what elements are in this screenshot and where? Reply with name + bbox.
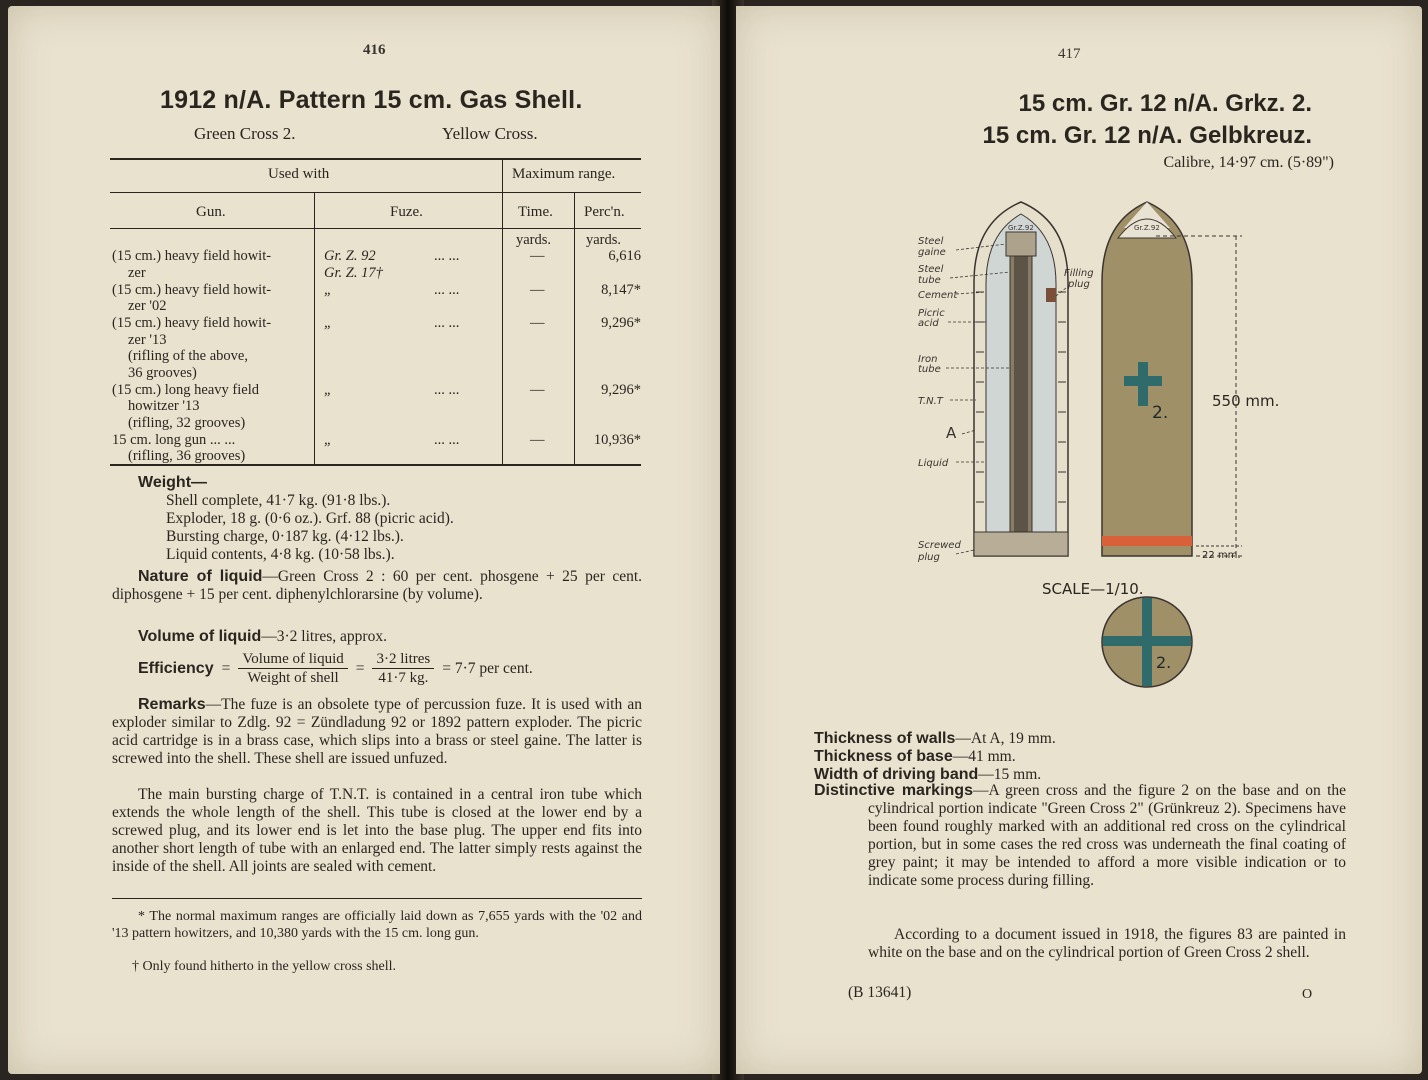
thickness-base-heading: Thickness of base: [814, 748, 953, 765]
fuze-line: „: [324, 315, 333, 331]
leader-dots: ... ...: [434, 315, 460, 331]
unit-percn: yards.: [586, 232, 622, 248]
leader-dots: ... ...: [434, 381, 460, 398]
distinctive-markings-heading: Distinctive markings: [814, 782, 973, 799]
shell-diagram: [906, 192, 1286, 692]
fuze-line: „: [324, 381, 333, 398]
gun-line: (15 cm.) long heavy field: [112, 381, 259, 398]
footnote-dagger: † Only found hitherto in the yellow cross shell.: [132, 959, 397, 974]
cell-time: —: [530, 281, 545, 298]
fuze-line: „: [324, 431, 333, 448]
gun-line: (15 cm.) heavy field howit-: [112, 281, 272, 298]
cell-percn: 9,296*: [601, 381, 641, 398]
subtitle-green-cross: Green Cross 2.: [194, 124, 296, 143]
fraction-values: [372, 650, 434, 687]
fraction-volume-weight: [238, 650, 347, 687]
subtitle-yellow-cross: Yellow Cross.: [442, 124, 538, 143]
cell-gun: [112, 315, 312, 381]
nature-text: —Green Cross 2 : 60 per cent. phosgene + 25 per cent. diphosgene + 15 per cent. diphenylchlorarsine (by volume).: [112, 568, 643, 603]
remarks-paragraph-2: The main bursting charge of T.N.T. is contained in a central iron tube which extends the whole length of the shell. This tube is closed at the lower end by a screwed plug, and its lower end is let into the base plug. The upper end fits into another short length of tube with an enlarged end. The latter simply rests against the inside of the shell. All joints are sealed with cement.: [112, 786, 642, 875]
nature-paragraph: [112, 568, 642, 604]
exterior-shell: [1102, 202, 1192, 556]
green-cross-horizontal: [1124, 376, 1162, 386]
efficiency-heading: Efficiency: [138, 659, 214, 677]
cell-time: —: [530, 381, 545, 398]
volume-heading: Volume of liquid: [138, 628, 262, 645]
cell-time: —: [530, 315, 545, 331]
weight-item: Bursting charge, 0·187 kg. (4·12 lbs.).: [166, 528, 404, 545]
nature-heading: Nature of liquid: [138, 568, 263, 585]
fuze-mark-right: Gr.Z.92: [1134, 224, 1160, 232]
label-filling-plug: plug: [1068, 279, 1090, 290]
tnt-charge: [1014, 252, 1028, 552]
leader-dots: ... ...: [434, 281, 460, 298]
table-subheader-rule: [110, 228, 641, 229]
fuze-line: Gr. Z. 17†: [324, 264, 383, 281]
cell-gun: [112, 282, 312, 315]
th-gun: Gun.: [196, 204, 226, 220]
cell-fuze: [324, 282, 332, 299]
leader-dots: ... ...: [434, 248, 460, 264]
volume-paragraph: [138, 628, 387, 646]
distinctive-markings-text: —A green cross and the figure 2 on the base and on the cylindrical portion indicate "Green Cross 2" (Grünkreuz 2). Specimens have been found roughly marked with an additional red cross on the cylindrical portion, but in some cases the red cross was underneath the final coating of grey paint; it may be intended to afford a more visible indication or to indicate some process during filling.: [868, 782, 1347, 889]
sectional-drawing: [974, 202, 1068, 556]
cell-percn: 8,147*: [601, 281, 641, 298]
weight-item: Shell complete, 41·7 kg. (91·8 lbs.).: [166, 492, 391, 509]
driving-band: [1102, 536, 1192, 546]
cell-fuze: [324, 382, 332, 399]
gun-line: (15 cm.) heavy field howit-: [112, 248, 272, 264]
band-width-text: —15 mm.: [978, 766, 1042, 783]
fraction-numerator: Volume of liquid: [238, 650, 347, 669]
gun-line: (rifling of the above,: [128, 348, 248, 364]
gun-line: zer '13: [128, 331, 167, 348]
fuze-line: Gr. Z. 92: [324, 248, 376, 264]
label-tnt: T.N.T: [918, 396, 943, 407]
base-view: [1102, 597, 1192, 687]
band-label: 22 mm.: [1202, 550, 1241, 561]
gun-line: 15 cm. long gun ... ...: [112, 431, 236, 448]
label-iron-tube: Iron: [918, 354, 938, 365]
table-top-rule: [110, 158, 641, 160]
label-cement: Cement: [918, 290, 958, 301]
fuze-mark: Gr.Z.92: [1008, 224, 1034, 232]
figure-2: 2.: [1152, 403, 1169, 423]
fraction-denominator: 41·7 kg.: [378, 670, 429, 686]
table-header-rule: [110, 192, 641, 193]
base-figure-2: 2.: [1156, 653, 1172, 672]
label-steel-tube: tube: [918, 275, 941, 286]
signature-mark: O: [1302, 987, 1313, 1002]
cell-time: —: [530, 431, 545, 448]
label-picric-acid: acid: [918, 318, 939, 329]
gun-line: (15 cm.) heavy field howit-: [112, 315, 272, 331]
gun-line: (rifling, 36 grooves): [128, 448, 246, 464]
label-screwed-plug: Screwed: [918, 540, 961, 551]
thickness-walls: [814, 730, 1056, 748]
label-picric-acid: Picric: [918, 308, 945, 319]
gun-line: zer: [128, 264, 146, 281]
base-cross-horizontal: [1103, 636, 1191, 646]
volume-text: —3·2 litres, approx.: [261, 628, 387, 645]
cell-percn: 10,936*: [593, 431, 641, 448]
fuze-line: „: [324, 281, 333, 298]
distinctive-markings: [814, 782, 1346, 890]
page-title-line-2: 15 cm. Gr. 12 n/A. Gelbkreuz.: [982, 122, 1312, 149]
cell-gun: [112, 382, 312, 432]
th-fuze: Fuze.: [390, 204, 423, 220]
gun-line: howitzer '13: [128, 398, 200, 414]
footnote-asterisk: * The normal maximum ranges are officially laid down as 7,655 yards with the '02 and '13 pattern howitzers, and 10,380 yards with the 15 cm. long gun.: [112, 909, 642, 941]
label-liquid: Liquid: [918, 458, 949, 469]
weight-heading: Weight—: [138, 474, 208, 491]
printer-signature: (B 13641): [848, 984, 912, 1001]
page-number: 417: [1058, 46, 1081, 62]
steel-gaine: [1006, 232, 1036, 256]
cell-time: —: [530, 248, 545, 264]
th-used-with: Used with: [268, 166, 330, 182]
gun-line: zer '02: [128, 298, 167, 314]
label-steel-tube: Steel: [918, 264, 944, 275]
remarks-text: —The fuze is an obsolete type of percussion fuze. It is used with an exploder similar to Zdlg. 92 = Zündladung 92 or 1892 pattern exploder. The picric acid cartridge is in a brass case, which slips into a brass or steel gaine. The latter is screwed into the shell. These shell are issued unfuzed.: [112, 696, 642, 767]
efficiency-result: = 7·7 per cent.: [442, 659, 533, 677]
equals-sign: =: [221, 659, 231, 677]
remarks-heading: Remarks: [138, 696, 206, 713]
calibre: Calibre, 14·97 cm. (5·89"): [1163, 154, 1334, 171]
cell-fuze: [324, 248, 383, 281]
markings-paragraph-2: According to a document issued in 1918, the figures 83 are painted in white on the base and on the cylindrical portion of Green Cross 2 shell.: [868, 926, 1346, 961]
label-steel-gaine: Steel: [918, 236, 944, 247]
cell-fuze: [324, 315, 332, 332]
thickness-base-text: —41 mm.: [952, 748, 1016, 765]
page-title-line-1: 15 cm. Gr. 12 n/A. Grkz. 2.: [1018, 90, 1312, 117]
cell-gun: [112, 432, 312, 465]
th-time: Time.: [518, 204, 553, 220]
label-iron-tube: tube: [918, 364, 941, 375]
remarks-paragraph: [112, 696, 642, 768]
gun-line: 36 grooves): [128, 364, 197, 381]
scale-label: SCALE—1/10.: [1042, 580, 1144, 598]
gun-line: (rifling, 32 grooves): [128, 414, 246, 431]
page-title: 1912 n/A. Pattern 15 cm. Gas Shell.: [160, 86, 583, 114]
cell-fuze: [324, 432, 332, 449]
cell-percn: 9,296*: [601, 315, 641, 331]
label-a: A: [946, 424, 957, 442]
label-steel-gaine: gaine: [918, 247, 946, 258]
label-filling-plug: Filling: [1064, 268, 1094, 279]
weight-item: Exploder, 18 g. (0·6 oz.). Grf. 88 (picric acid).: [166, 510, 454, 527]
th-max-range: Maximum range.: [512, 166, 616, 182]
left-page: [8, 6, 720, 1074]
table-body: [110, 248, 641, 463]
length-label: 550 mm.: [1212, 392, 1280, 410]
filling-plug: [1046, 288, 1056, 302]
weight-item: Liquid contents, 4·8 kg. (10·58 lbs.).: [166, 546, 395, 563]
page-number: 416: [363, 42, 386, 58]
thickness-walls-heading: Thickness of walls: [814, 730, 956, 747]
cell-gun: [112, 248, 312, 281]
equals-sign: =: [355, 659, 365, 677]
band-width-heading: Width of driving band: [814, 766, 979, 783]
thickness-base: [814, 748, 1016, 766]
efficiency-paragraph: [138, 650, 533, 687]
fraction-numerator: 3·2 litres: [372, 650, 434, 669]
unit-time: yards.: [516, 232, 552, 248]
screwed-plug: [974, 532, 1068, 556]
label-screwed-plug: plug: [918, 552, 940, 563]
th-percn: Perc'n.: [584, 204, 625, 220]
leader-dots: ... ...: [434, 431, 460, 448]
thickness-walls-text: —At A, 19 mm.: [955, 730, 1056, 747]
right-page: [736, 6, 1422, 1074]
footnote-rule: [112, 898, 642, 899]
fraction-denominator: Weight of shell: [247, 670, 339, 686]
cell-percn: 6,616: [608, 248, 641, 264]
weight-list: [166, 492, 626, 564]
